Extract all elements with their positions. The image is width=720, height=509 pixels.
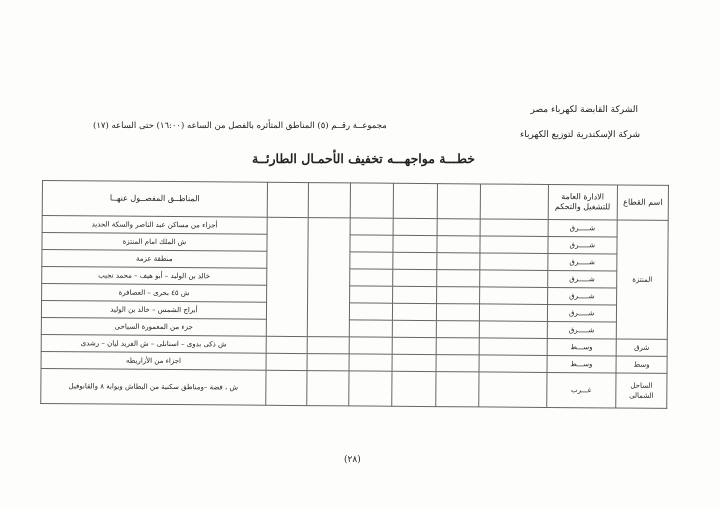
management-cell: وســـط <box>547 338 617 356</box>
sector-cell: المنتزة <box>616 220 668 339</box>
header-empty-1 <box>481 184 548 220</box>
empty-cell <box>393 286 437 303</box>
empty-cell <box>393 320 437 337</box>
empty-merged-cell <box>308 218 351 337</box>
empty-cell <box>349 303 393 320</box>
sector-cell: شرق <box>616 339 667 356</box>
areas-cell: ش الملك امام المنتزة <box>42 233 267 252</box>
management-cell: وســـط <box>547 355 617 373</box>
empty-cell <box>350 269 394 286</box>
management-cell: شـــــرق <box>547 270 617 288</box>
empty-cell <box>436 287 480 304</box>
empty-cell <box>437 219 481 236</box>
management-cell: شـــــرق <box>547 236 617 254</box>
management-cell: شـــــرق <box>547 321 617 339</box>
sector-cell: وسط <box>616 356 667 373</box>
empty-cell <box>480 287 547 305</box>
areas-cell: ش ذكى بدوى – اسنانلى – ش الفريد ليان – رشدى <box>41 334 266 353</box>
empty-cell <box>307 354 349 371</box>
empty-cell <box>437 236 481 253</box>
header-disconnected-areas: المناطــق المفصــول عنهــا <box>42 181 267 218</box>
header-general-management: الادارة العامة للتشغيل والتحكم <box>548 184 618 220</box>
header-sector-name: اسم القطاع <box>617 185 668 220</box>
empty-cell <box>392 371 436 406</box>
empty-cell <box>436 338 480 355</box>
areas-cell: أجزاء من مساكن عبد الناصر والسكة الحديد <box>42 216 267 235</box>
empty-cell <box>350 235 394 252</box>
empty-cell <box>266 353 308 370</box>
empty-cell <box>349 320 393 337</box>
load-shedding-table <box>40 180 669 409</box>
areas-cell: ش ٤٥ بحرى – العصافرة <box>42 284 267 303</box>
empty-cell <box>266 370 308 405</box>
empty-cell <box>480 236 547 254</box>
empty-cell <box>392 354 436 371</box>
empty-cell <box>436 355 480 372</box>
empty-cell <box>350 218 394 235</box>
document-title: خطـــة مواجهـــه تخفيف الأحمـال الطارئــة <box>252 151 475 166</box>
areas-cell: ش ، فضة –ومناطق سكنية من البطاش وبوابة ٨ والقانوفيل <box>41 368 266 405</box>
empty-cell <box>349 337 393 354</box>
empty-cell <box>480 219 547 237</box>
page-number: (٢٨) <box>344 455 361 465</box>
empty-cell <box>479 338 546 356</box>
empty-cell <box>480 321 547 339</box>
empty-cell <box>436 304 480 321</box>
empty-cell <box>350 286 394 303</box>
areas-cell: خالد بن الوليد – أبو هيف – محمد نجيب <box>42 267 267 286</box>
areas-cell: جزء من المعمورة السياحى <box>41 317 266 336</box>
distribution-company-name: شركة الإسكندرية لتوزيع الكهرباء <box>519 130 640 140</box>
empty-cell <box>307 371 349 406</box>
header-empty-3 <box>394 183 438 218</box>
header-empty-6 <box>267 182 309 217</box>
areas-cell: أبراج الشمس – خالد بن الوليد <box>41 301 266 320</box>
management-cell: شـــــرق <box>547 287 617 305</box>
empty-cell <box>393 235 437 252</box>
empty-cell <box>480 253 547 271</box>
areas-cell: اجزاء من الأزاريطه <box>41 351 266 370</box>
empty-cell <box>266 336 308 353</box>
empty-cell <box>349 371 393 406</box>
empty-cell <box>479 372 546 408</box>
empty-cell <box>437 270 481 287</box>
table-header-row <box>42 181 668 221</box>
empty-cell <box>480 304 547 322</box>
management-cell: شـــــرق <box>548 219 618 237</box>
empty-merged-cell <box>266 217 309 336</box>
empty-cell <box>349 354 393 371</box>
empty-cell <box>437 253 481 270</box>
management-cell: شـــــرق <box>547 304 617 322</box>
empty-cell <box>350 252 394 269</box>
management-cell: غـــرب <box>546 372 616 408</box>
empty-cell <box>393 337 437 354</box>
empty-cell <box>308 337 350 354</box>
areas-cell: منطقة عزمة <box>42 250 267 269</box>
empty-cell <box>394 218 438 235</box>
management-cell: شـــــرق <box>547 253 617 271</box>
empty-cell <box>393 269 437 286</box>
empty-cell <box>393 252 437 269</box>
header-empty-4 <box>350 183 394 218</box>
header-empty-2 <box>437 184 481 219</box>
empty-cell <box>480 270 547 288</box>
holding-company-name: الشركة القابضة لكهرباء مصر <box>530 105 638 115</box>
header-empty-5 <box>309 183 351 218</box>
empty-cell <box>393 303 437 320</box>
empty-cell <box>436 372 480 407</box>
table-row <box>41 368 667 408</box>
group-schedule-line: مجموعــة رقــم (٥) المناطق المتأثره بالفصل من الساعه (١٦:٠٠) حتى الساعه (١٧) <box>93 121 387 131</box>
sector-cell: الساحل الشمالى <box>616 373 667 408</box>
empty-cell <box>479 355 546 373</box>
empty-cell <box>436 321 480 338</box>
